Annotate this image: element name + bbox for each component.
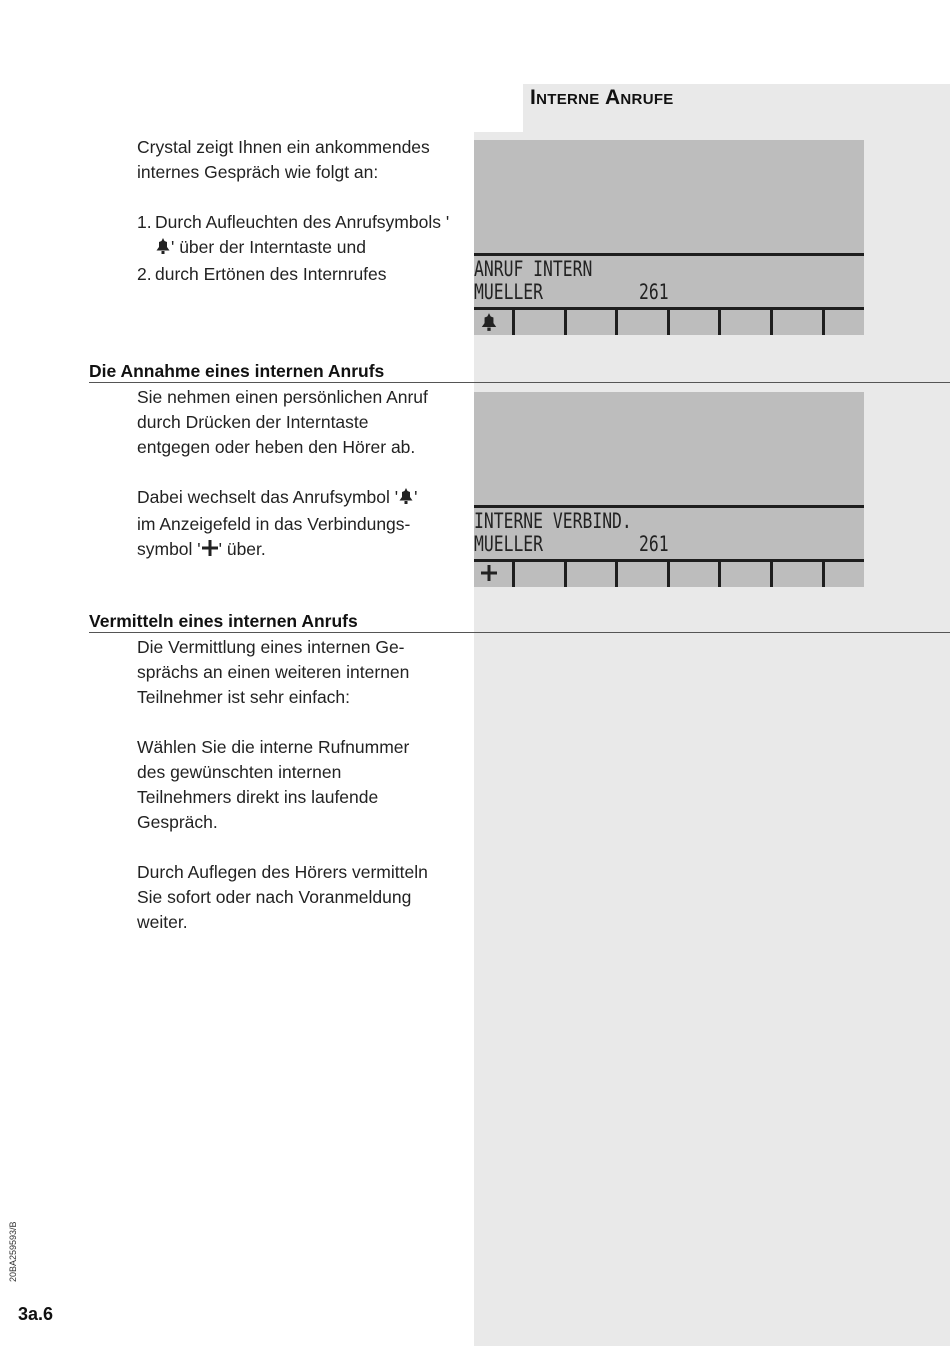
display-incoming-call	[474, 140, 864, 335]
softkey-divider	[770, 310, 773, 335]
softkey-divider	[822, 562, 825, 587]
softkey-divider	[770, 562, 773, 587]
softkey-divider	[564, 562, 567, 587]
text-segment: ' über.	[218, 539, 266, 559]
display-caller-name: MUELLER	[474, 532, 544, 556]
list-number: 1.	[137, 212, 152, 232]
section-heading: Vermitteln eines internen Anrufs	[89, 611, 358, 631]
display-extension: 261	[639, 532, 669, 556]
list-item-text-after: ' über der Interntaste und	[171, 237, 366, 257]
section2-paragraph: Durch Auflegen des Hörers vermitteln Sie sofort oder nach Voranmeldung weiter.	[137, 862, 428, 932]
section1-paragraph-icons	[137, 485, 467, 564]
bell-icon	[155, 237, 171, 262]
intro-text: Crystal zeigt Ihnen ein ankommendes internes Gespräch wie folgt an:	[137, 137, 430, 182]
softkey-divider	[718, 310, 721, 335]
page-number: 3a.6	[18, 1304, 54, 1324]
section-rule	[89, 632, 950, 633]
list-number: 2.	[137, 264, 152, 284]
display-caller-name: MUELLER	[474, 280, 544, 304]
section-heading: Die Annahme eines internen Anrufs	[89, 361, 385, 381]
page-title: Interne Anrufe	[530, 86, 674, 109]
bell-icon	[398, 487, 414, 512]
list-item	[137, 210, 457, 262]
display-separator	[474, 253, 864, 256]
softkey-divider	[822, 310, 825, 335]
section2-paragraph: Die Vermittlung eines internen Ge- sprächs an einen weiteren internen Teilnehmer ist sehr einfach:	[137, 637, 410, 707]
section1-paragraph: Sie nehmen einen persönlichen Anruf durch Drücken der Interntaste entgegen oder heben den Hörer ab.	[137, 387, 428, 457]
plus-icon	[201, 539, 219, 564]
softkey-divider	[615, 310, 618, 335]
display-softkeys	[474, 562, 864, 587]
softkey-divider	[512, 562, 515, 587]
document-code: 20BA259593/B	[8, 1221, 18, 1282]
display-connected-call	[474, 392, 864, 587]
bell-icon	[480, 312, 498, 337]
list-item-text: durch Ertönen des Internrufes	[155, 264, 387, 284]
display-softkeys	[474, 310, 864, 335]
plus-icon	[480, 564, 498, 587]
display-line-1: INTERNE VERBIND.	[474, 509, 632, 533]
section2-paragraph: Wählen Sie die interne Rufnummer des gewünschten internen Teilnehmers direkt ins laufende Gespräch.	[137, 737, 410, 832]
softkey-divider	[718, 562, 721, 587]
list-item	[137, 262, 457, 287]
softkey-divider	[615, 562, 618, 587]
softkey-divider	[564, 310, 567, 335]
display-separator	[474, 505, 864, 508]
list-item-text-before: Durch Aufleuchten des Anrufsymbols '	[155, 212, 450, 232]
indicator-list	[137, 210, 457, 287]
text-segment: ' im Anzeigefeld in das Verbindungs- symbol '	[137, 487, 418, 559]
display-line-1: ANRUF INTERN	[474, 257, 593, 281]
softkey-divider	[667, 562, 670, 587]
softkey-divider	[667, 310, 670, 335]
display-extension: 261	[639, 280, 669, 304]
text-segment: Dabei wechselt das Anrufsymbol '	[137, 487, 399, 507]
softkey-divider	[512, 310, 515, 335]
section-rule	[89, 382, 950, 383]
